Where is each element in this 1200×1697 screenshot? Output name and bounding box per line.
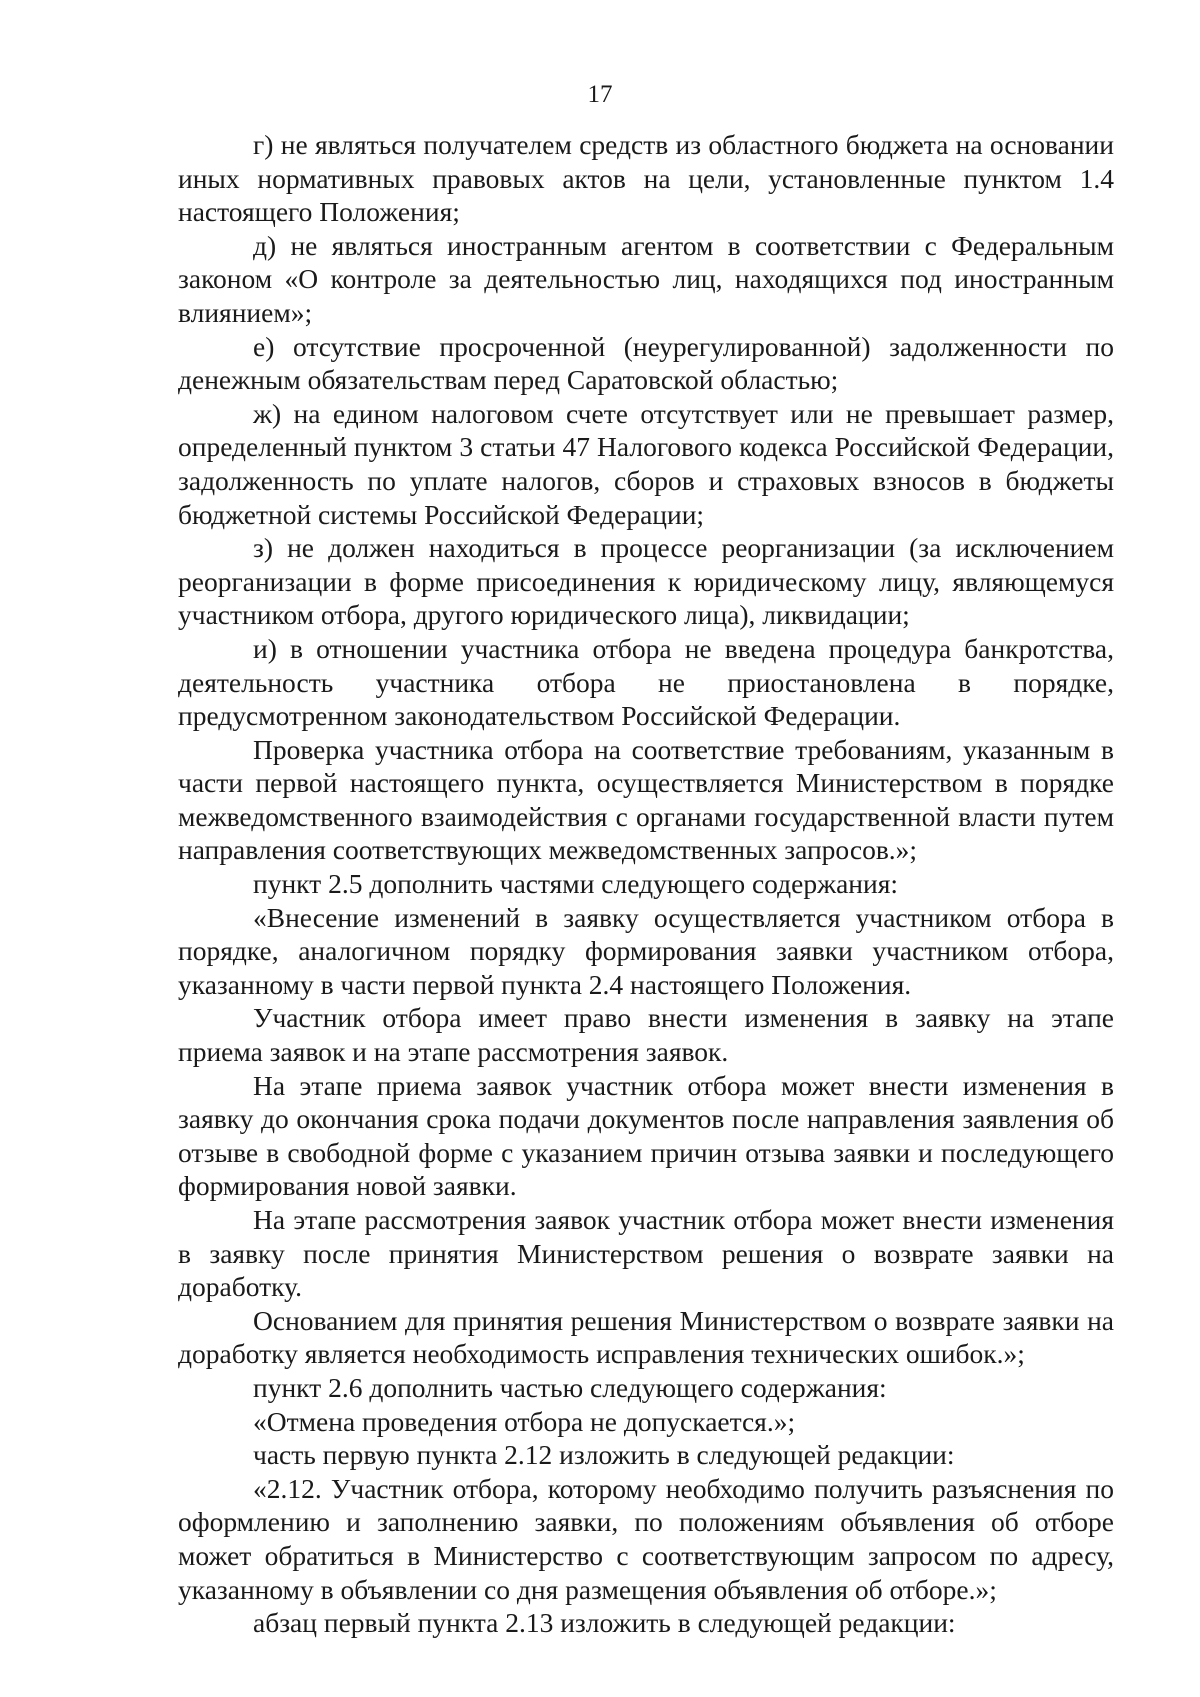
paragraph-item-e: е) отсутствие просроченной (неурегулированной) задолженности по денежным обязательствам перед Саратовской областью; — [178, 330, 1114, 396]
paragraph-item-d: д) не являться иностранным агентом в соответствии с Федеральным законом «О контроле за деятельностью лиц, находящихся под иностранным влиянием»; — [178, 229, 1114, 328]
paragraph-changes-procedure: «Внесение изменений в заявку осуществляется участником отбора в порядке, аналогичном порядку формирования заявки участником отбора, указанному в части первой пункта 2.4 настоящего Положения. — [178, 901, 1114, 1000]
paragraph-return-grounds: Основанием для принятия решения Министерством о возврате заявки на доработку является необходимость исправления технических ошибок.»; — [178, 1304, 1114, 1370]
paragraph-amend-2-12: часть первую пункта 2.12 изложить в следующей редакции: — [253, 1439, 955, 1471]
paragraph-right-to-amend: Участник отбора имеет право внести изменения в заявку на этапе приема заявок и на этапе рассмотрения заявок. — [178, 1002, 1114, 1068]
paragraph-clause-2-12: «2.12. Участник отбора, которому необходимо получить разъяснения по оформлению и заполнению заявки, по положениям объявления об отборе может обратиться в Министерство с соответствующим запросом по адресу, указанному в объявлении со дня размещения объявления об отборе.»; — [178, 1472, 1114, 1605]
paragraph-verification: Проверка участника отбора на соответствие требованиям, указанным в части первой настоящего пункта, осуществляется Министерством в порядке межведомственного взаимодействия с органами государственной власти путем направления соответствующих межведомственных запросов.»; — [178, 733, 1114, 866]
page-number: 17 — [587, 81, 613, 108]
paragraph-item-zh: ж) на едином налоговом счете отсутствует или не превышает размер, определенный пунктом 3 статьи 47 Налогового кодекса Российской Федерации, задолженность по уплате налогов, сборов и страховых взносов в бюджеты бюджетной системы Российской Федерации; — [178, 397, 1114, 530]
paragraph-item-z: з) не должен находиться в процессе реорганизации (за исключением реорганизации в форме присоединения к юридическому лицу, являющемуся участником отбора, другого юридического лица), ликвидации; — [178, 532, 1114, 631]
paragraph-cancellation: «Отмена проведения отбора не допускается.»; — [253, 1405, 796, 1437]
paragraph-amend-2-6: пункт 2.6 дополнить частью следующего содержания: — [253, 1371, 887, 1403]
paragraph-amend-2-5: пункт 2.5 дополнить частями следующего содержания: — [253, 868, 899, 900]
document-body — [178, 128, 1114, 1640]
paragraph-item-i: и) в отношении участника отбора не введена процедура банкротства, деятельность участника отбора не приостановлена в порядке, предусмотренном законодательством Российской Федерации. — [178, 632, 1114, 732]
paragraph-item-g: г) не являться получателем средств из областного бюджета на основании иных нормативных правовых актов на цели, установленные пунктом 1.4 настоящего Положения; — [178, 129, 1114, 228]
paragraph-review-stage: На этапе рассмотрения заявок участник отбора может внести изменения в заявку после принятия Министерством решения о возврате заявки на доработку. — [178, 1204, 1114, 1303]
paragraph-acceptance-stage: На этапе приема заявок участник отбора может внести изменения в заявку до окончания срока подачи документов после направления заявления об отзыве в свободной форме с указанием причин отзыва заявки и последующего формирования новой заявки. — [178, 1069, 1114, 1202]
paragraph-amend-2-13: абзац первый пункта 2.13 изложить в следующей редакции: — [253, 1607, 956, 1639]
